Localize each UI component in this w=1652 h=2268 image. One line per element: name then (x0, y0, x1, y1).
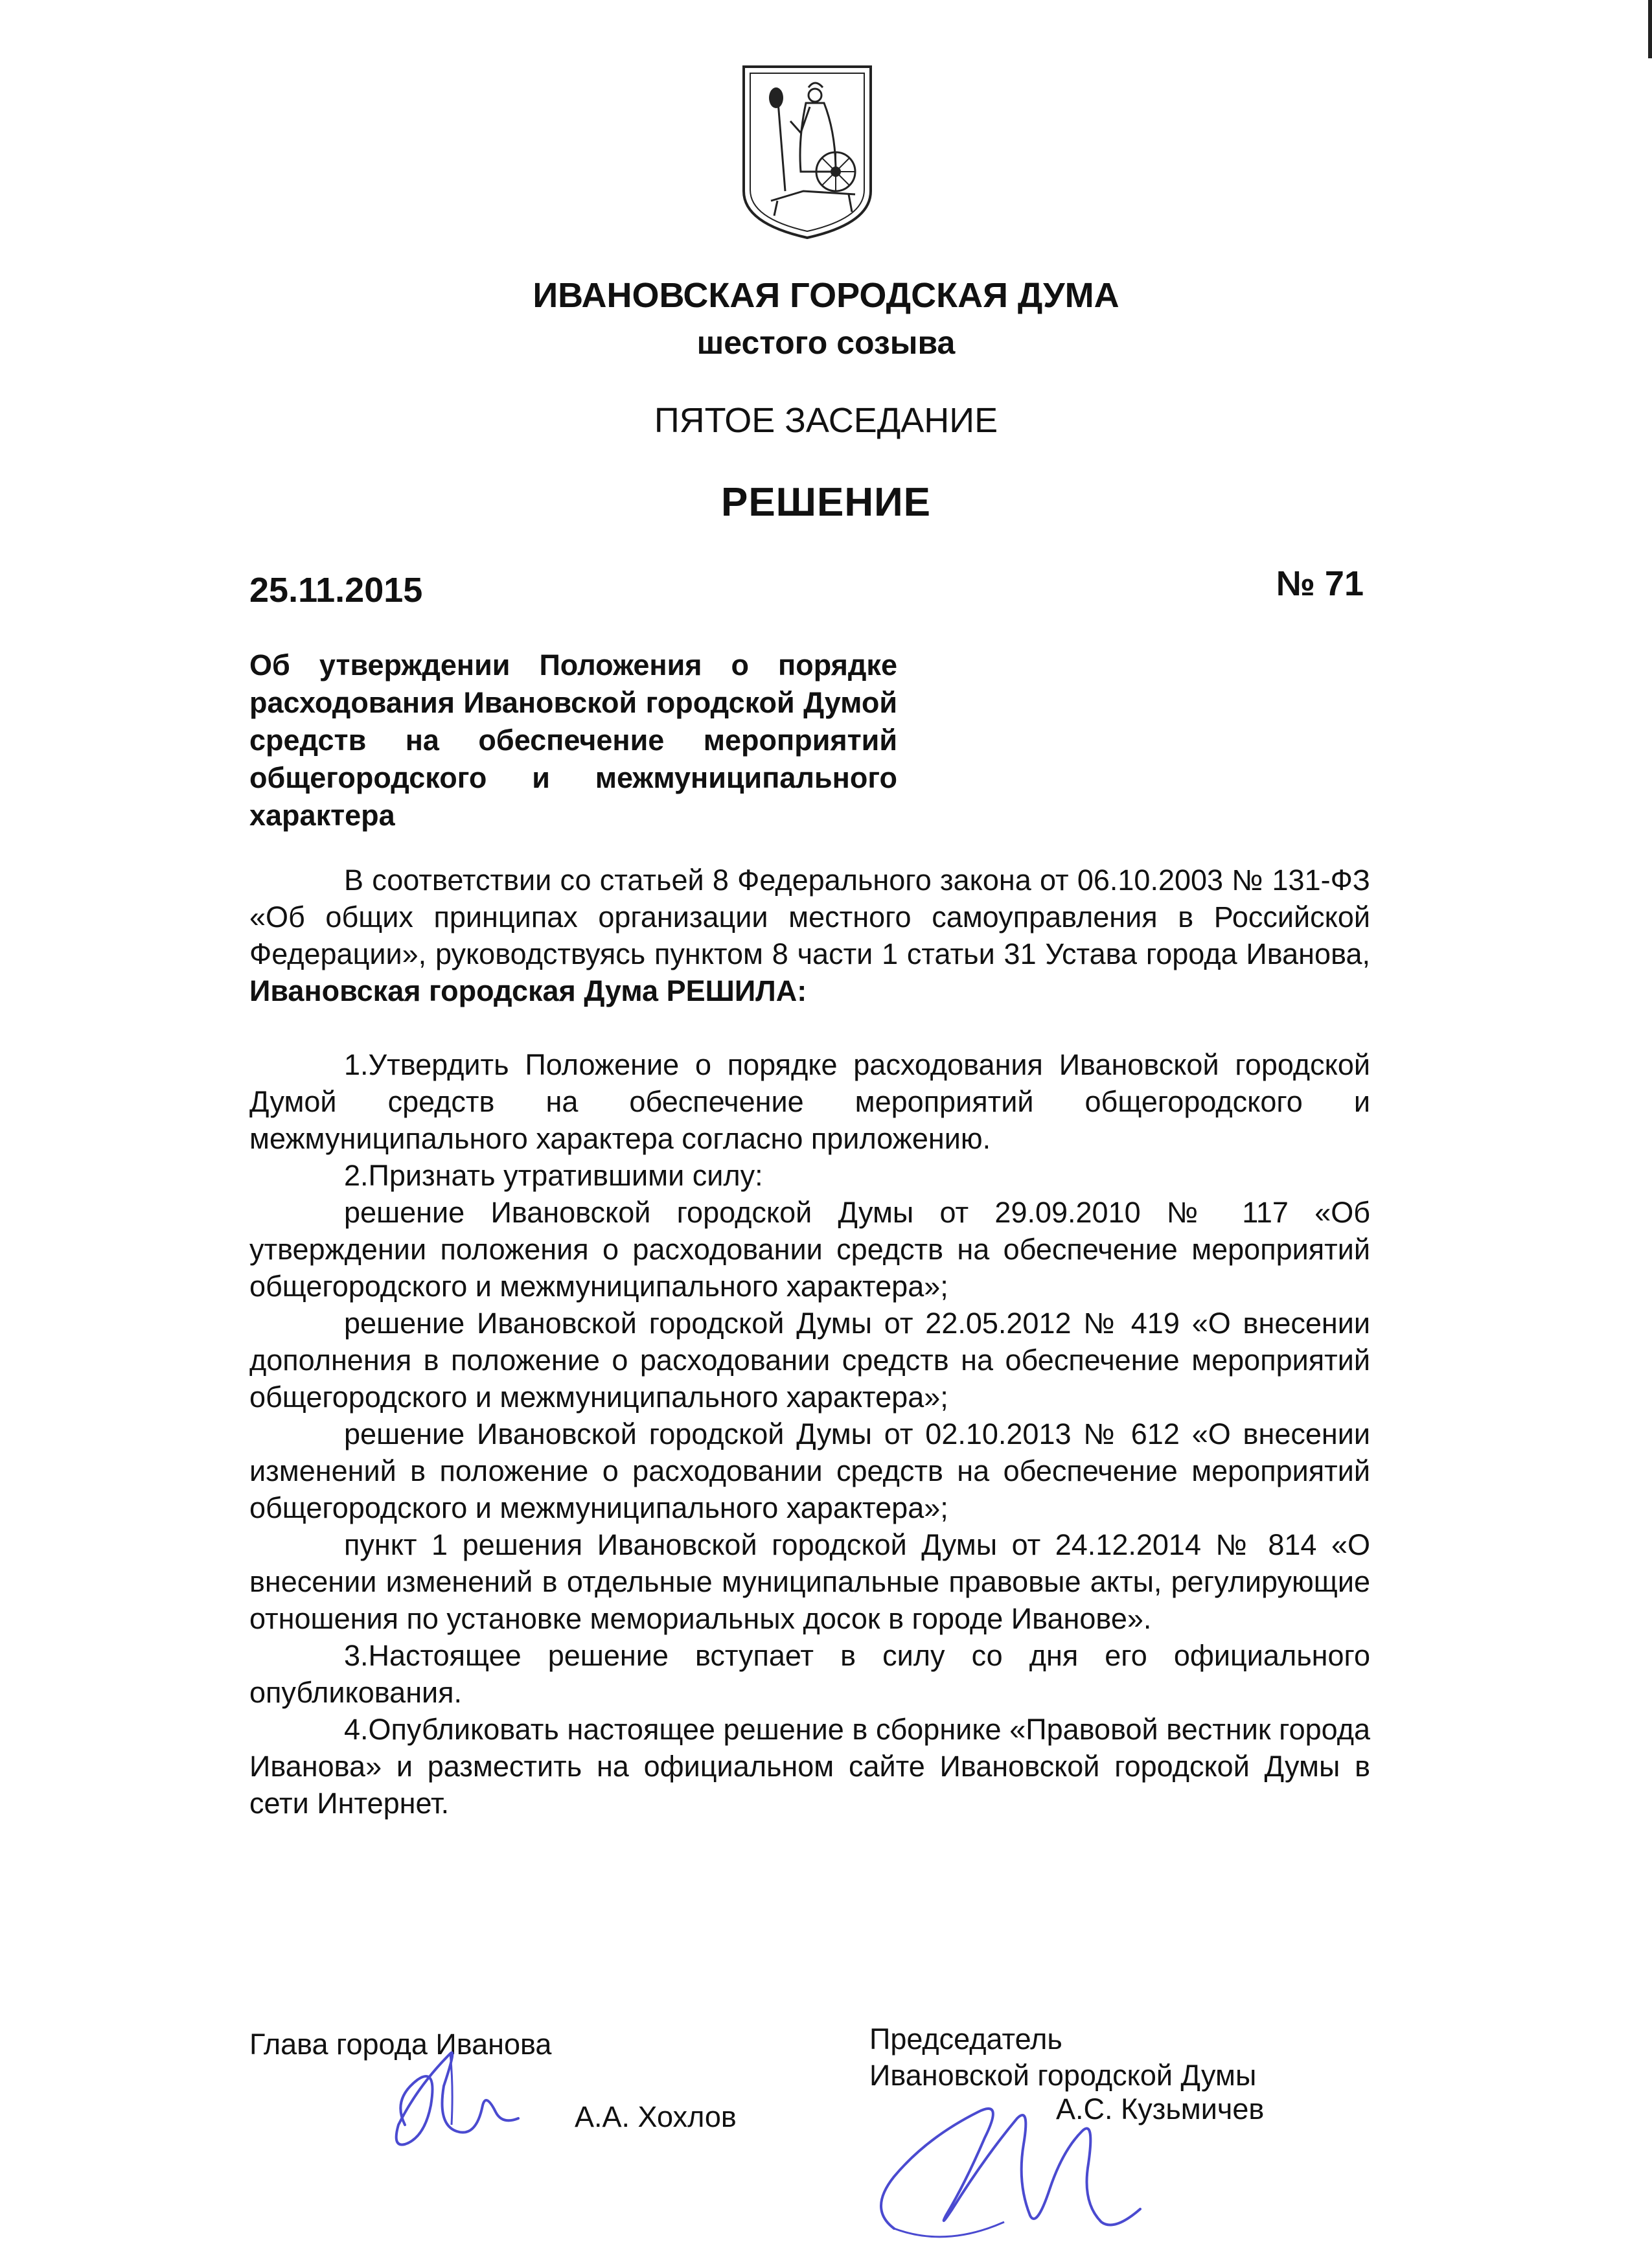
repealed-item-1: решение Ивановской городской Думы от 29.09.2010 № 117 «Об утверждении положения о расходовании средств на обеспечение мероприятий общегородского и межмуниципального характера»; (249, 1196, 1370, 1303)
decision-subject: Об утверждении Положения о порядке расходования Ивановской городской Думой средств на обеспечение мероприятий общегородского и межмуниципального характера (249, 648, 897, 832)
signatory-left-title: Глава города Иванова (249, 2028, 552, 2061)
signatory-right-title-line1: Председатель (869, 2022, 1062, 2056)
issuing-body-title: ИВАНОВСКАЯ ГОРОДСКАЯ ДУМА (533, 276, 1119, 315)
paragraph-1: 1.Утвердить Положение о порядке расходования Ивановской городской Думой средств на обеспечение мероприятий общегородского и межмуниципального характера согласно приложению. (249, 1048, 1370, 1155)
repealed-item-4: пункт 1 решения Ивановской городской Думы от 24.12.2014 № 814 «О внесении изменений в отдельные муниципальные правовые акты, регулирующие отношения по установке мемориальных досок в городе Иванове». (249, 1528, 1370, 1635)
decision-date: 25.11.2015 (249, 571, 423, 610)
scan-edge-mark (1648, 0, 1652, 58)
repealed-item-3: решение Ивановской городской Думы от 02.10.2013 № 612 «О внесении изменений в положение о расходовании средств на обеспечение мероприятий общегородского и межмуниципального характера»; (249, 1417, 1370, 1524)
convocation-label: шестого созыва (696, 325, 956, 361)
paragraph-3: 3.Настоящее решение вступает в силу со дня его официального опубликования. (249, 1639, 1370, 1709)
signatory-left-name: А.А. Хохлов (575, 2100, 737, 2133)
paragraph-4: 4.Опубликовать настоящее решение в сборнике «Правовой вестник города Иванова» и разместить на официальном сайте Ивановской городской Думы в сети Интернет. (249, 1713, 1370, 1820)
preamble-resolved: Ивановская городская Дума РЕШИЛА: (249, 974, 807, 1007)
paragraph-2: 2.Признать утратившими силу: (344, 1159, 763, 1192)
preamble-text: В соответствии со статьей 8 Федерального закона от 06.10.2003 № 131-ФЗ «Об общих принципах организации местного самоуправления в Российской Федерации», руководствуясь пунктом 8 части 1 статьи 31 Устава города Иванова, (249, 864, 1370, 970)
decision-number: № 71 (1276, 564, 1364, 603)
repealed-item-2: решение Ивановской городской Думы от 22.05.2012 № 419 «О внесении дополнения в положение о расходовании средств на обеспечение мероприятий общегородского и межмуниципального характера»; (249, 1307, 1370, 1414)
signature-left (379, 2028, 528, 2164)
coat-of-arms-emblem (739, 62, 876, 242)
preamble-paragraph (249, 862, 1370, 1009)
signature-right (855, 2060, 1166, 2254)
decision-body (249, 862, 1370, 1822)
session-label: ПЯТОЕ ЗАСЕДАНИЕ (654, 401, 998, 440)
signatory-right-name: А.С. Кузьмичев (1056, 2092, 1265, 2125)
signatory-right-title-line2: Ивановской городской Думы (869, 2059, 1257, 2092)
document-type-title: РЕШЕНИЕ (720, 480, 932, 525)
